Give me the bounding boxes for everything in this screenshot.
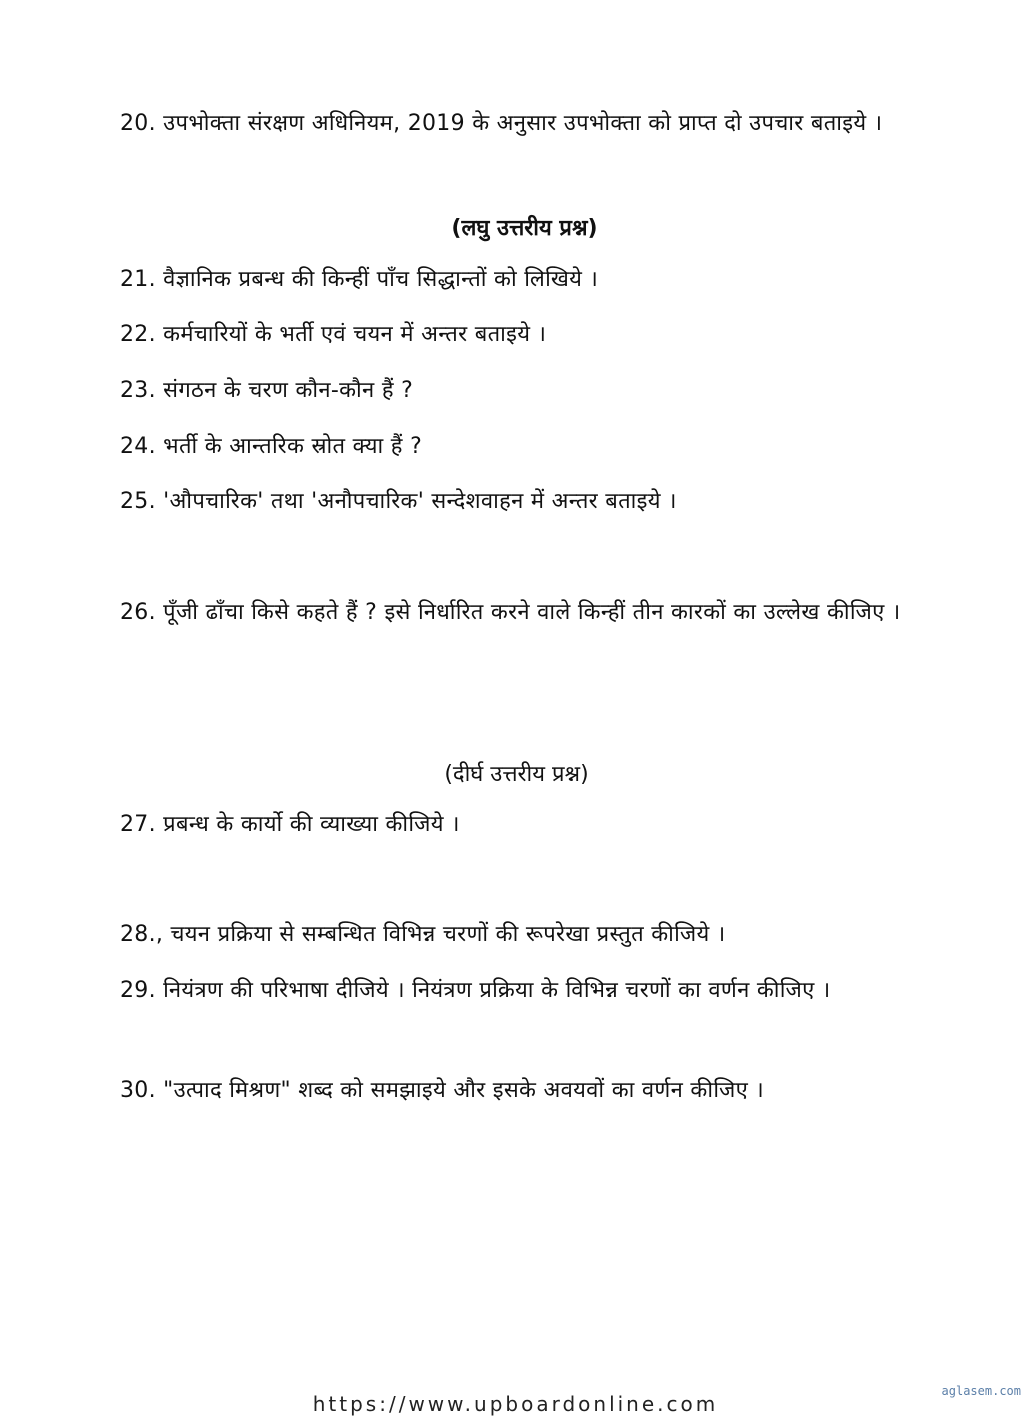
- footer-url: https://www.upboardonline.com: [312, 1392, 719, 1416]
- question-24: 24. भर्ती के आन्तरिक स्रोत क्या हैं ?: [120, 434, 423, 459]
- question-21: 21. वैज्ञानिक प्रबन्ध की किन्हीं पाँच सिद्धान्तों को लिखिये ।: [120, 267, 599, 292]
- question-23: 23. संगठन के चरण कौन-कौन हैं ?: [120, 378, 414, 403]
- question-26: 26. पूँजी ढाँचा किसे कहते हैं ? इसे निर्धारित करने वाले किन्हीं तीन कारकों का उल्लेख कीजिए ।: [120, 600, 901, 625]
- question-20: 20. उपभोक्ता संरक्षण अधिनियम, 2019 के अनुसार उपभोक्ता को प्राप्त दो उपचार बताइये ।: [120, 111, 883, 136]
- question-27: 27. प्रबन्ध के कार्यो की व्याख्या कीजिये ।: [120, 812, 460, 837]
- question-25: 25. 'औपचारिक' तथा 'अनौपचारिक' सन्देशवाहन में अन्तर बताइये ।: [120, 489, 677, 514]
- section-heading-long-answer: (दीर्घ उत्तरीय प्रश्न): [444, 762, 589, 787]
- question-22: 22. कर्मचारियों के भर्ती एवं चयन में अन्तर बताइये ।: [120, 322, 547, 347]
- watermark: aglasem.com: [941, 1384, 1021, 1398]
- question-30: 30. "उत्पाद मिश्रण" शब्द को समझाइये और इसके अवयवों का वर्णन कीजिए ।: [120, 1078, 765, 1103]
- question-28: 28., चयन प्रक्रिया से सम्बन्धित विभिन्न चरणों की रूपरेखा प्रस्तुत कीजिये ।: [120, 922, 726, 947]
- section-heading-short-answer: (लघु उत्तरीय प्रश्न): [451, 216, 598, 241]
- question-29: 29. नियंत्रण की परिभाषा दीजिये । नियंत्रण प्रक्रिया के विभिन्न चरणों का वर्णन कीजिए ।: [120, 978, 831, 1003]
